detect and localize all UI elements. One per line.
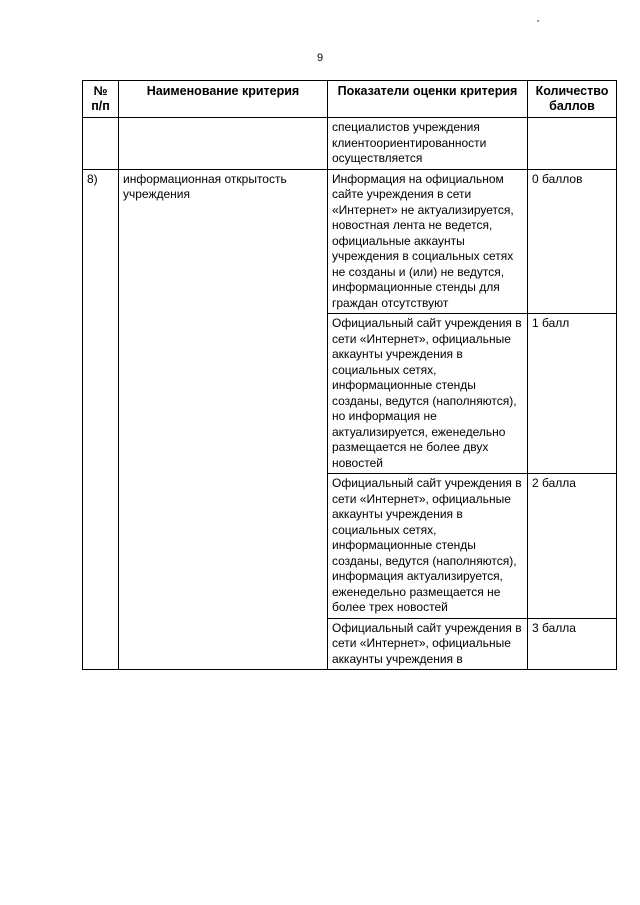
criterion-name: информационная открытость учреждения [119, 169, 328, 670]
points-cell: 2 балла [528, 474, 617, 619]
table-header-row [83, 81, 617, 118]
cell-empty [83, 118, 119, 170]
points-cell: 3 балла [528, 618, 617, 670]
indicator-cell: специалистов учреждения клиентоориентированности осуществляется [328, 118, 528, 170]
indicator-cell: Официальный сайт учреждения в сети «Интернет», официальные аккаунты учреждения в [328, 618, 528, 670]
indicator-cell: Официальный сайт учреждения в сети «Интернет», официальные аккаунты учреждения в социальных сетях, информационные стенды созданы, ведутся (наполняются), но информация не актуализируется, еженедельно размещается не более двух новостей [328, 314, 528, 474]
criterion-number: 8) [83, 169, 119, 670]
criterion-row [83, 169, 617, 314]
criteria-table [82, 80, 617, 670]
cell-empty [528, 118, 617, 170]
header-num: № п/п [83, 81, 119, 118]
indicator-cell: Официальный сайт учреждения в сети «Интернет», официальные аккаунты учреждения в социальных сетях, информационные стенды созданы, ведутся (наполняются), информация актуализируется, еженедельно размещается не более трех новостей [328, 474, 528, 619]
points-cell: 1 балл [528, 314, 617, 474]
header-criterion-name: Наименование критерия [119, 81, 328, 118]
cell-empty [119, 118, 328, 170]
header-indicators: Показатели оценки критерия [328, 81, 528, 118]
scan-speck [537, 20, 539, 22]
header-points: Количество баллов [528, 81, 617, 118]
points-cell: 0 баллов [528, 169, 617, 314]
continuation-row [83, 118, 617, 170]
page-number: 9 [316, 52, 324, 64]
indicator-cell: Информация на официальном сайте учреждения в сети «Интернет» не актуализируется, новостная лента не ведется, официальные аккаунты учреждения в социальных сетях не созданы и (или) не ведутся, информационные стенды для граждан отсутствуют [328, 169, 528, 314]
